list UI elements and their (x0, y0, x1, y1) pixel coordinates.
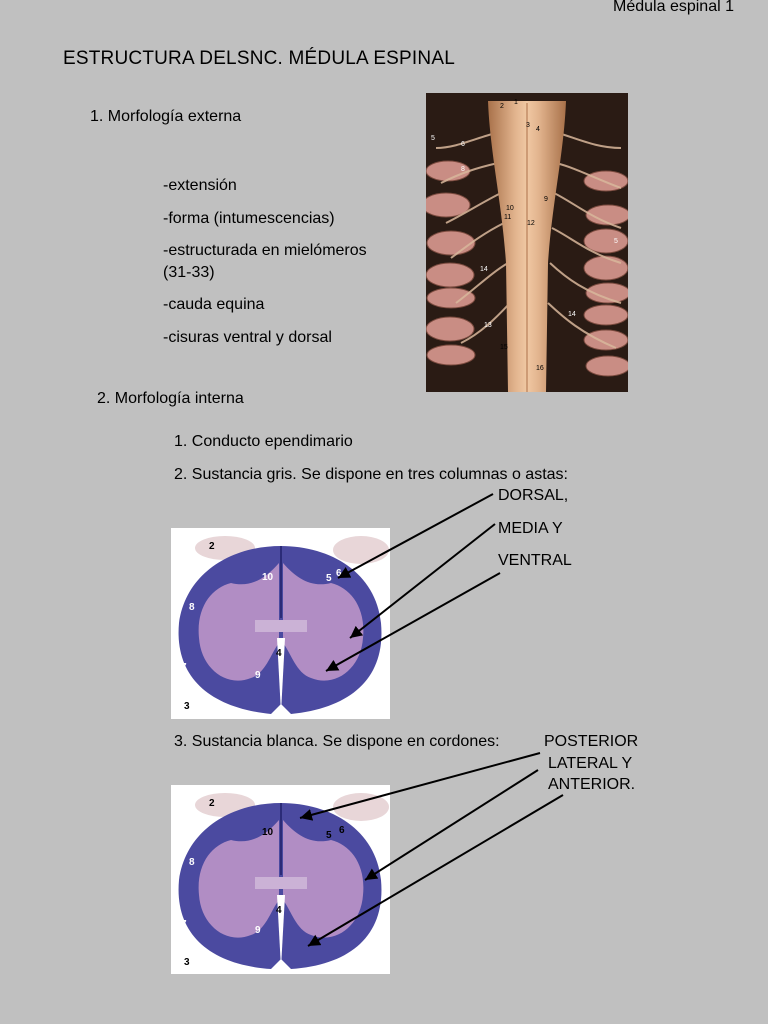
bullet-extension: -extensión (163, 177, 237, 194)
svg-text:4: 4 (276, 905, 282, 916)
svg-text:5: 5 (326, 830, 332, 841)
svg-text:3: 3 (184, 701, 190, 712)
svg-text:6: 6 (339, 825, 345, 836)
grey-matter-item: 2. Sustancia gris. Se dispone en tres columnas o astas: (174, 466, 568, 483)
svg-text:10: 10 (262, 827, 274, 838)
section2-heading: 2. Morfología interna (97, 390, 244, 407)
svg-text:10: 10 (262, 572, 274, 583)
svg-text:6: 6 (336, 568, 342, 579)
svg-text:2: 2 (209, 798, 215, 809)
svg-text:8: 8 (189, 602, 195, 613)
svg-text:6: 6 (461, 141, 465, 148)
bullet-cauda-equina: -cauda equina (163, 296, 265, 313)
svg-text:2: 2 (500, 103, 504, 110)
svg-text:15: 15 (500, 344, 508, 351)
svg-text:14: 14 (480, 266, 488, 273)
svg-text:8: 8 (461, 166, 465, 173)
svg-text:13: 13 (484, 322, 492, 329)
bullet-myelomeres-count: (31-33) (163, 264, 215, 281)
svg-text:16: 16 (536, 365, 544, 372)
label-ventral: VENTRAL (498, 552, 572, 569)
svg-text:2: 2 (209, 541, 215, 552)
svg-text:1: 1 (514, 99, 518, 106)
svg-text:10: 10 (506, 205, 514, 212)
svg-text:9: 9 (544, 196, 548, 203)
bullet-fissures: -cisuras ventral y dorsal (163, 329, 332, 346)
white-matter-item: 3. Sustancia blanca. Se dispone en cordones: (174, 733, 500, 750)
svg-text:9: 9 (255, 925, 261, 936)
svg-text:14: 14 (568, 311, 576, 318)
svg-text:7: 7 (181, 662, 187, 673)
cross-section-white-matter (171, 785, 390, 974)
arrow-lateral (365, 770, 538, 880)
spinal-cord-photo (426, 93, 628, 392)
svg-text:5: 5 (431, 135, 435, 142)
svg-text:8: 8 (189, 857, 195, 868)
section1-heading: 1. Morfología externa (90, 108, 242, 125)
slide-header: Médula espinal 1 (613, 0, 734, 15)
svg-text:3: 3 (526, 122, 530, 129)
svg-text:9: 9 (255, 670, 261, 681)
svg-text:4: 4 (536, 126, 540, 133)
svg-text:11: 11 (504, 214, 512, 221)
label-lateral: LATERAL Y (548, 755, 633, 772)
label-posterior: POSTERIOR (544, 733, 639, 750)
svg-text:5: 5 (614, 238, 618, 245)
page-title: ESTRUCTURA DELSNC. MÉDULA ESPINAL (63, 48, 455, 69)
svg-text:7: 7 (181, 919, 187, 930)
svg-text:3: 3 (184, 957, 190, 968)
bullet-shape: -forma (intumescencias) (163, 210, 335, 227)
svg-text:12: 12 (527, 220, 535, 227)
label-anterior: ANTERIOR. (548, 776, 636, 793)
svg-text:5: 5 (326, 573, 332, 584)
bullet-myelomeres: -estructurada en mielómeros (163, 242, 367, 259)
label-media: MEDIA Y (498, 520, 563, 537)
label-dorsal: DORSAL, (498, 487, 569, 504)
central-canal-item: 1. Conducto ependimario (174, 433, 353, 450)
cross-section-grey-matter (171, 528, 390, 719)
svg-text:4: 4 (276, 648, 282, 659)
